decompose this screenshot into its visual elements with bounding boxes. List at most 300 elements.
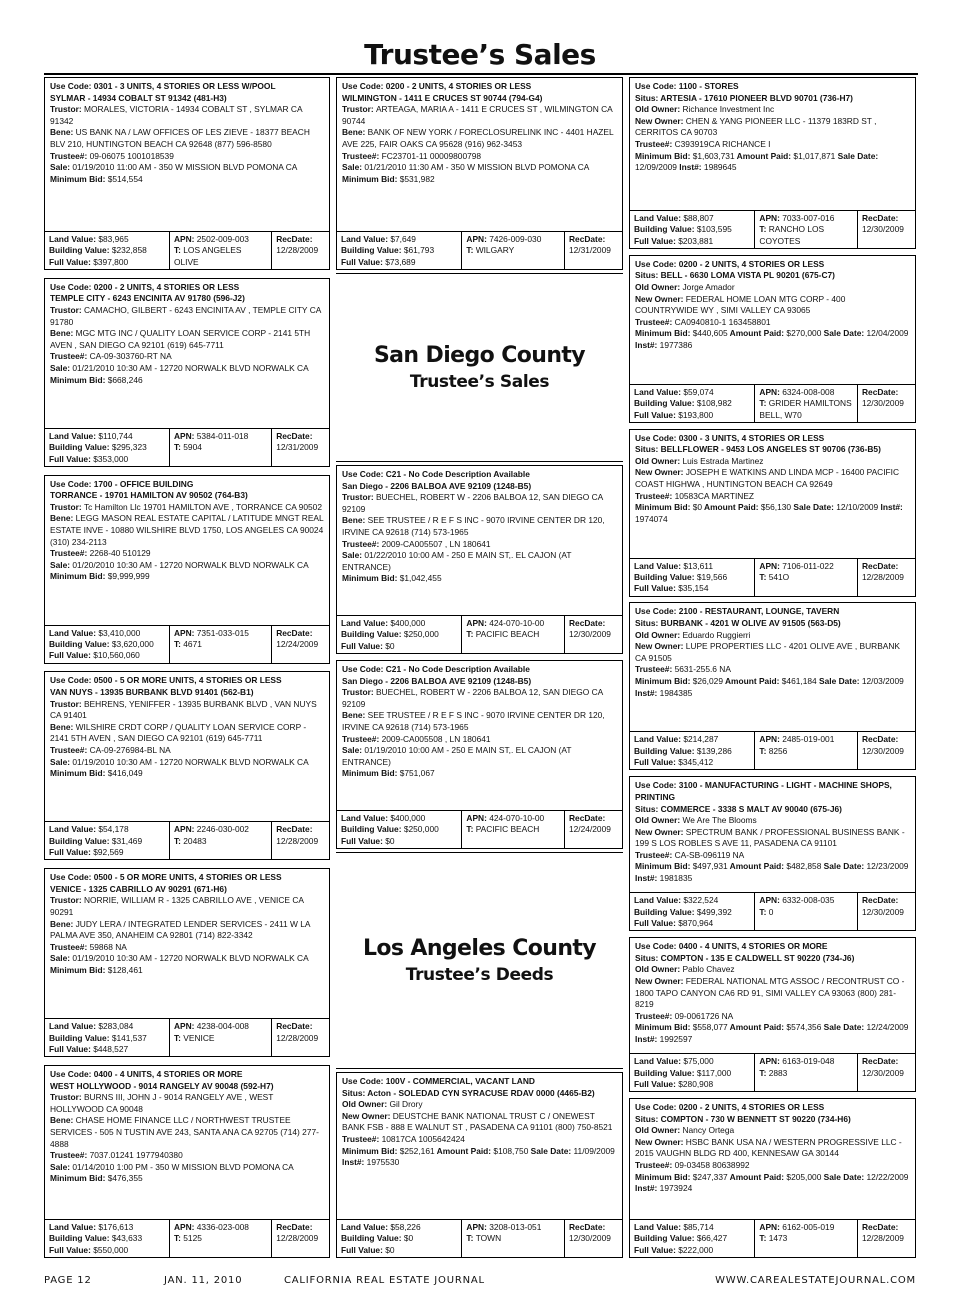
beneficiary-line [342,515,617,538]
tract: 0 [768,906,774,917]
use-code: Use Code: 0301 - 3 UNITS, 4 STORIES OR LESS W/POOL [50,81,276,91]
record-values [45,1018,329,1056]
sale-date: 12/22/2009 [866,1171,909,1182]
full-value: $550,000 [93,1244,129,1255]
tract-label: T: [759,572,769,583]
trustee-number: CA-09-303760-RT NA [89,351,172,362]
land-value-line [634,895,750,906]
land-value-line [49,628,165,639]
full-value-label: Full Value: [634,409,679,420]
record-values [45,231,329,269]
trustee-number: 59868 NA [89,941,127,952]
building-value-label: Building Value: [49,835,112,846]
recdate: 12/28/2009 [276,245,319,256]
apn-cell [462,1220,565,1257]
paid-label: Amount Paid: [702,502,761,513]
apn-label: APN: [173,234,197,244]
apn-label: APN: [173,627,197,638]
trustee-number-line [635,317,910,329]
trustor: BEHRENS, YENIFFER - 13935 BURBANK BLVD , VAN NUYS CA 91401 [50,698,317,721]
beneficiary-label: Bene: [50,721,76,732]
old-owner-label: Old Owner: [342,1099,390,1110]
use-code: Use Code: 2100 - RESTAURANT, LOUNGE, TAVERN [635,606,840,617]
tract-line [759,907,853,918]
trustee-number-line [635,1160,910,1172]
apn-line [174,234,267,245]
full-value: $92,569 [93,847,124,858]
column-right [629,77,916,1258]
land-value-line [341,234,457,245]
recdate-cell [858,559,915,596]
land-value-line [49,1021,165,1032]
old-owner-label: Old Owner: [635,104,683,115]
beneficiary-label: Bene: [50,1115,76,1126]
record-values [45,428,329,466]
san-diego-banner [336,273,623,462]
minimum-bid-label: Minimum Bid: [50,173,108,184]
land-value-line [634,387,750,398]
recdate: 12/24/2009 [568,824,611,835]
land-value: $85,714 [683,1221,714,1232]
values-cell [45,626,170,663]
new-owner-label: New Owner: [635,1136,686,1147]
full-value-label: Full Value: [49,650,94,661]
full-value-label: Full Value: [341,1244,386,1255]
sale-info-line [342,550,617,573]
tract-label: T: [173,245,184,256]
sale-info: 01/21/2010 11:30 AM - 350 W MISSION BLVD POMONA CA [364,162,590,173]
bid-line [635,1172,910,1195]
min-bid-label: Minimum Bid: [635,861,693,872]
minimum-bid-line [342,174,617,186]
apn: 6162-005-019 [782,1221,835,1232]
inst-label: Inst#: [635,1183,660,1194]
building-value-line [634,398,750,409]
recdate-label: RecDate: [276,824,313,835]
apn-cell [170,822,272,859]
building-value-line [341,629,457,640]
apn-label: APN: [466,813,490,823]
sale-info-line [50,757,324,769]
record-values [337,810,622,848]
building-value-label: Building Value: [634,572,697,583]
beneficiary: JUDY LERA / INTEGRATED LENDER SERVICES - 2411 W LA PALMA AVE 350, ANAHEIM CA 92801 (714) 822-3342 [50,918,311,941]
full-value: $345,412 [678,757,714,768]
tract-label: T: [759,1067,769,1078]
trustee-number: 09-0061726 NA [674,1010,734,1021]
new-owner: DEUSTCHE BANK NATIONAL TRUST C / ONEWEST BANK FSB - 888 E WALNUT ST , PASADENA CA 91101 (800) 750-8521 [342,1110,613,1133]
full-value-label: Full Value: [634,1244,679,1255]
values-cell [337,811,462,848]
tract-line [759,1068,853,1079]
apn-cell [462,811,565,848]
tract: WILGARY [475,245,515,256]
inst-number: 1974074 [635,513,668,524]
building-value: $61,793 [403,245,435,256]
land-value-line [49,234,165,245]
apn-cell [462,232,565,269]
record-body [630,603,915,731]
land-value-line [634,213,750,224]
inst-number: 1992597 [659,1033,693,1044]
trustee-number-line [635,139,910,151]
values-cell [45,232,170,269]
old-owner: Nancy Ortega [682,1125,735,1136]
sale-info: 01/20/2010 10:30 AM - 12720 NORWALK BLVD NORWALK CA [72,559,309,570]
minimum-bid: $440,605 [692,328,728,339]
tract-line [759,746,853,757]
use-code: Use Code: 1700 - OFFICE BUILDING [50,478,194,489]
trustee-number: 2009-CA005508 , LN 180641 [381,733,491,744]
tract: RANCHO LOS COYOTES [759,224,825,246]
minimum-bid: $751,067 [399,768,435,779]
beneficiary-line [50,513,324,548]
trustee-number: 2009-CA005507 , LN 180641 [381,538,491,549]
trustee-number-line [635,491,910,503]
trustee-number: CA0940810-1 163458801 [674,316,771,327]
beneficiary: LEGG MASON REAL ESTATE CAPITAL / LATITUDE MNGT REAL ESTATE INVE - 10880 WILSHIRE BLVD 1750, LOS ANGELES CA 90024 (310) 234-2113 [50,513,324,547]
apn-line [174,824,267,835]
new-owner: CHEN & YANG PIONEER LLC - 11379 183RD ST , CERRITOS CA 90703 [635,115,877,138]
new-owner-label: New Owner: [635,293,686,304]
paid-label: Amount Paid: [434,1145,494,1156]
apn: 4238-004-008 [196,1021,249,1032]
deed-record [629,937,916,1092]
apn-line [759,213,853,224]
apn-cell [755,1054,858,1091]
recdate: 12/28/2009 [861,572,904,583]
full-value-line [341,641,457,652]
min-bid-label: Minimum Bid: [635,1171,693,1182]
full-value-label: Full Value: [634,1078,679,1089]
new-owner: HSBC BANK USA NA / WESTERN PROGRESSIVE LLC - 2015 VAUGHN BLDG RD 400, KENNESAW GA 30144 [635,1136,902,1159]
land-value-label: Land Value: [634,386,684,397]
full-value: $397,800 [93,256,129,267]
building-value: $108,982 [696,398,732,409]
sale-date: 12/23/2009 [866,861,909,872]
trustee-number-line [50,1150,324,1162]
apn-line [466,1222,560,1233]
minimum-bid-label: Minimum Bid: [50,571,108,582]
use-code: Use Code: 0500 - 5 OR MORE UNITS, 4 STORIES OR LESS [50,675,282,686]
trustee-number-label: Trustee#: [635,316,675,327]
beneficiary-line [50,919,324,942]
recdate-label: RecDate: [861,895,899,906]
sale-info: 01/19/2010 10:30 AM - 12720 NORWALK BLVD NORWALK CA [72,756,309,767]
land-value-label: Land Value: [341,1222,391,1232]
deed-record [629,429,916,597]
land-value-label: Land Value: [634,734,684,745]
beneficiary: SEE TRUSTEE / R E F S INC - 9070 IRVINE CENTER DR 120, IRVINE CA 92618 (714) 573-1965 [342,710,605,732]
apn: 6324-008-008 [782,386,835,397]
tract: 5904 [183,442,202,453]
full-value-line [634,1079,750,1090]
land-value-line [341,1222,457,1233]
sale-info-label: Sale: [342,550,365,561]
tract: PACIFIC BEACH [475,824,540,835]
minimum-bid: $128,461 [107,964,143,975]
full-value-line [49,1044,165,1055]
full-value-label: Full Value: [341,640,386,651]
sale-date-label: Sale Date: [821,1171,867,1182]
footer-url: WWW.CAREALESTATEJOURNAL.COM [715,1275,916,1286]
new-owner-label: New Owner: [635,641,686,652]
apn-label: APN: [466,618,490,628]
sale-info-label: Sale: [50,953,73,964]
minimum-bid-line [50,375,324,387]
sale-info-line [50,363,324,375]
trustee-number-label: Trustee#: [50,941,90,952]
bid-line [342,1146,617,1169]
trustee-number-label: Trustee#: [635,1010,675,1021]
recdate-label: RecDate: [861,734,899,745]
sale-date: 12/24/2009 [866,1022,909,1033]
old-owner-line [635,456,910,468]
trustor: Tc Hamilton Llc 19701 HAMILTON AVE , TORRANCE CA 90502 [83,501,322,512]
sale-record [44,77,330,270]
inst-number: 1981835 [659,873,693,884]
recdate: 12/30/2009 [568,629,611,640]
trustor-label: Trustor: [50,501,84,512]
minimum-bid-line [50,768,324,780]
deed-record [629,255,916,423]
land-value-label: Land Value: [341,618,391,628]
land-value: $75,000 [683,1056,714,1067]
beneficiary-label: Bene: [342,127,368,138]
sale-info-label: Sale: [50,756,73,767]
sale-info-line [342,162,617,174]
paid-label: Amount Paid: [722,676,782,687]
footer-page: PAGE 12 [44,1275,92,1286]
land-value-line [634,1222,750,1233]
recdate-label: RecDate: [861,213,899,223]
bid-line [635,1022,910,1045]
record-values [630,558,915,596]
record-values [45,1219,329,1257]
trustor-line [50,895,324,918]
beneficiary-line [50,127,324,150]
inst-number: 1973924 [659,1183,693,1194]
situs: Situs: ARTESIA - 17610 PIONEER BLVD 90701 (736-H7) [635,92,853,103]
min-bid-label: Minimum Bid: [635,150,693,161]
apn-label: APN: [759,560,783,571]
inst-number: 1977386 [659,339,693,350]
trustor: CAMACHO, GILBERT - 6243 ENCINITA AV , TEMPLE CITY CA 91780 [50,304,321,327]
recdate-cell [272,429,329,466]
land-value: $110,744 [98,430,133,441]
trustor-label: Trustor: [50,304,84,315]
page-title: Trustee’s Sales [364,38,596,71]
land-value: $7,649 [390,234,416,244]
trustor-line [50,1092,324,1115]
sale-date-label: Sale Date: [791,502,837,513]
building-value-label: Building Value: [49,639,112,649]
amount-paid: $108,750 [493,1145,529,1156]
apn-cell [170,1019,272,1056]
sale-record [44,278,330,467]
values-cell [337,616,462,653]
amount-paid: $56,130 [760,502,792,513]
minimum-bid: $558,077 [692,1022,728,1033]
land-value: $176,613 [98,1221,134,1232]
new-owner-line [635,641,910,664]
building-value-line [634,1233,750,1244]
min-bid-label: Minimum Bid: [342,1145,400,1156]
recdate: 12/30/2009 [861,224,904,235]
apn-line [759,895,853,906]
new-owner-label: New Owner: [635,826,686,837]
sale-info-label: Sale: [50,1161,73,1172]
apn-label: APN: [759,213,783,223]
min-bid-label: Minimum Bid: [635,676,693,687]
land-value: $58,226 [390,1222,421,1232]
recdate-cell [858,893,915,930]
min-bid-label: Minimum Bid: [635,502,693,513]
trustor-line [342,492,617,515]
minimum-bid: $247,337 [692,1171,728,1182]
full-value-label: Full Value: [341,256,386,267]
situs: VENICE - 1325 CABRILLO AV 90291 (671-H6) [50,883,227,894]
record-body [337,1073,622,1219]
apn-label: APN: [173,824,197,835]
land-value: $322,524 [683,895,719,906]
tract-line [174,639,267,650]
land-value-label: Land Value: [49,234,99,244]
minimum-bid-line [342,573,617,585]
beneficiary: SEE TRUSTEE / R E F S INC - 9070 IRVINE CENTER DR 120, IRVINE CA 92618 (714) 573-1965 [342,515,605,537]
recdate: 12/31/2009 [276,442,319,453]
old-owner: Richance Investment Inc [682,104,775,115]
beneficiary: CHASE HOME FINANCE LLC / NORTHWEST TRUSTEE SERVICES - 505 N TUSTIN AVE 243, SANTA ANA CA 92705 (714) 277-4888 [50,1115,319,1149]
trustee-number-label: Trustee#: [342,1133,382,1144]
minimum-bid: $1,603,731 [692,150,735,161]
land-value: $214,287 [683,734,719,745]
trustor-line [342,104,617,127]
sale-info-line [50,560,324,572]
use-code: Use Code: 0200 - 2 UNITS, 4 STORIES OR LESS [635,258,825,269]
land-value-label: Land Value: [49,430,99,441]
record-body [45,869,329,1018]
situs: Situs: COMPTON - 730 W BENNETT ST 90220 (734-H6) [635,1113,851,1124]
recdate-label: RecDate: [276,1221,313,1232]
trustor-line [50,502,324,514]
old-owner-line [342,1099,617,1111]
building-value: $117,000 [696,1067,732,1078]
values-cell [337,1220,462,1257]
apn-cell [755,559,858,596]
use-code: Use Code: 0200 - 2 UNITS, 4 STORIES OR LESS [342,81,532,91]
trustee-number: CA-09-276984-BL NA [89,744,171,755]
recdate-cell [565,1220,622,1257]
land-value: $400,000 [390,813,426,823]
beneficiary-line [342,127,617,150]
situs: Situs: BELLFLOWER - 9453 LOS ANGELES ST 90706 (736-B5) [635,444,881,455]
inst-label: Inst#: [635,687,660,698]
full-value-label: Full Value: [49,1244,94,1255]
sale-date-label: Sale Date: [528,1145,574,1156]
recdate-label: RecDate: [568,234,606,244]
building-value-label: Building Value: [341,245,404,256]
recdate-cell [272,626,329,663]
apn-line [174,1222,267,1233]
record-body [630,430,915,558]
apn: 7351-033-015 [196,627,249,638]
tract-label: T: [466,629,476,640]
land-value-line [49,431,165,442]
apn-label: APN: [759,1221,783,1232]
new-owner-line [635,294,910,317]
full-value-line [49,454,165,465]
tract: PACIFIC BEACH [475,629,540,640]
inst-label: Inst#: [342,1157,367,1168]
tract-line [759,398,853,421]
beneficiary-line [342,710,617,733]
apn: 2246-030-002 [196,824,249,835]
trustee-number-line [342,539,617,551]
full-value: $35,154 [678,583,709,594]
recdate-cell [858,1220,915,1257]
building-value-label: Building Value: [49,245,112,256]
building-value: $103,595 [696,224,732,235]
sale-info-line [50,162,324,174]
land-value-line [49,1222,165,1233]
trustor: NORRIE, WILLIAM R - 1325 CABRILLO AVE , VENICE CA 90291 [50,895,304,917]
beneficiary-line [50,328,324,351]
use-code: Use Code: 0200 - 2 UNITS, 4 STORIES OR LESS [50,281,240,292]
full-value: $0 [385,835,395,846]
record-values [630,1219,915,1257]
land-value-label: Land Value: [634,895,684,906]
beneficiary-line [50,1115,324,1150]
old-owner-line [635,815,910,827]
tract: LOS ANGELES OLIVE [173,245,242,267]
full-value-line [341,836,457,847]
land-value-label: Land Value: [341,813,391,823]
apn: 6163-019-048 [782,1056,835,1067]
values-cell [630,1220,755,1257]
sale-info-label: Sale: [50,559,73,570]
land-value-label: Land Value: [49,1021,99,1032]
minimum-bid: $531,982 [399,173,435,184]
building-value: $139,286 [696,745,732,756]
building-value-line [49,836,165,847]
minimum-bid: $9,999,999 [107,571,150,582]
inst-label: Inst#: [676,162,704,173]
building-value-label: Building Value: [341,824,404,835]
deed-record [629,1098,916,1258]
tract-label: T: [466,824,476,835]
land-value-line [341,813,457,824]
record-values [630,384,915,422]
sale-date-label: Sale Date: [835,150,879,161]
record-values [337,1219,622,1257]
minimum-bid-line [50,174,324,186]
apn-line [174,628,267,639]
building-value-line [634,907,750,918]
trustee-number-line [50,745,324,757]
land-value: $59,074 [683,386,714,397]
trustee-number-label: Trustee#: [342,538,382,549]
land-value-label: Land Value: [49,824,99,835]
trustor-label: Trustor: [342,104,376,115]
apn-cell [755,732,858,769]
tract-line [174,1233,267,1244]
situs: TEMPLE CITY - 6243 ENCINITA AV 91780 (596-J2) [50,293,245,304]
full-value-line [634,1245,750,1256]
beneficiary-label: Bene: [50,513,76,524]
apn-line [466,618,560,629]
building-value-line [634,746,750,757]
